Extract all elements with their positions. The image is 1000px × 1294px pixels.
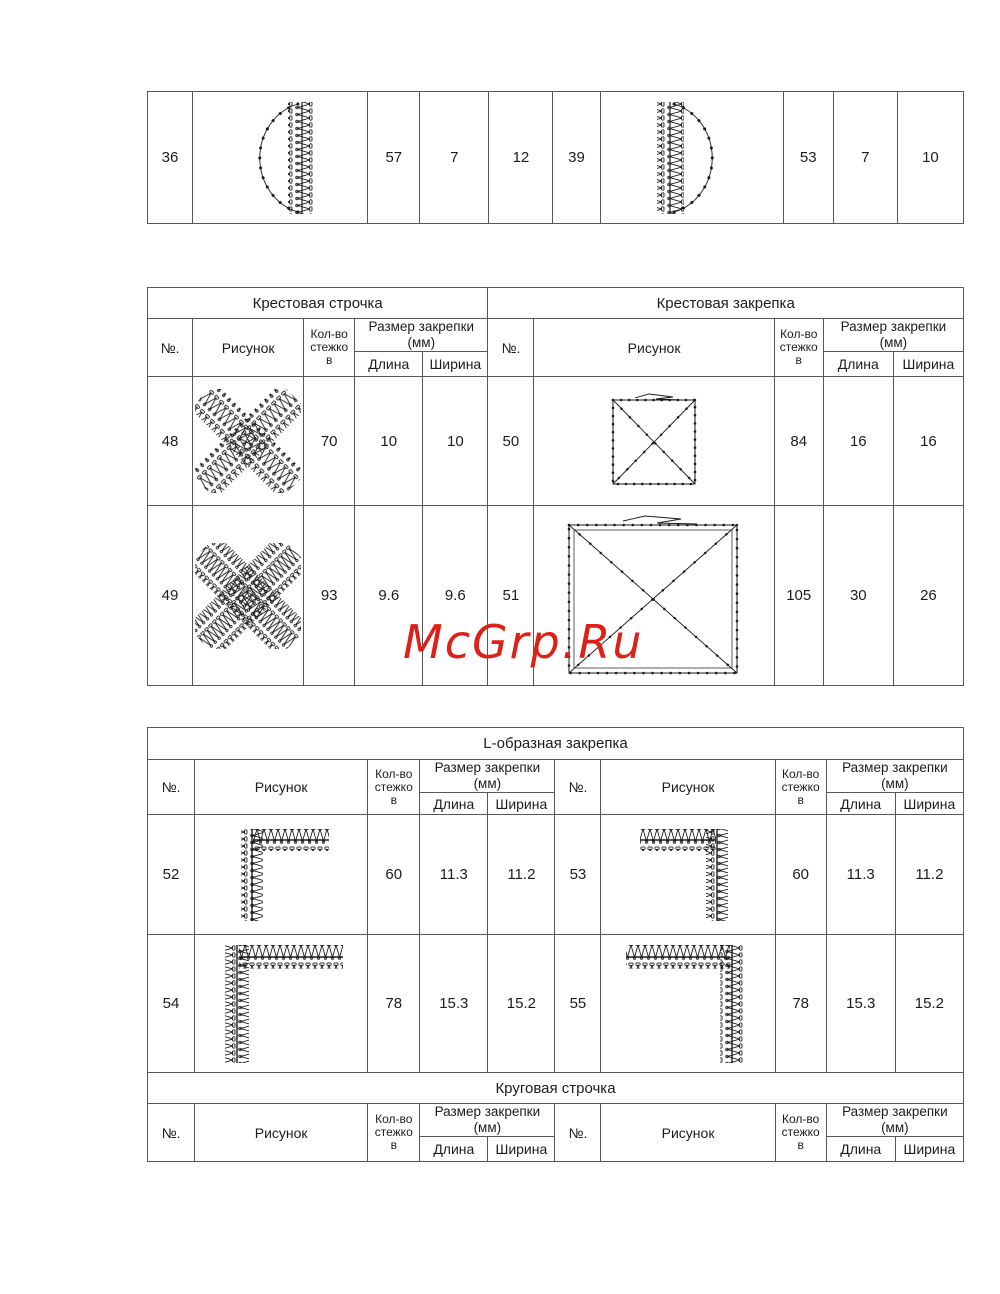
- col-header-width: Ширина: [488, 1137, 555, 1162]
- col-header-stitch-count: Кол-во стежко в: [368, 1104, 420, 1162]
- cell-no: 53: [555, 815, 601, 935]
- col-header-stitch-count: Кол-во стежко в: [304, 319, 355, 377]
- site-watermark: McGrp.Ru: [403, 615, 644, 669]
- cell-picture: [600, 92, 783, 224]
- cell-picture: [601, 815, 775, 935]
- cell-width: 9.6: [423, 506, 488, 686]
- cell-stitch-count: 60: [368, 815, 420, 935]
- col-header-no: №.: [488, 319, 534, 377]
- stitch-pattern-55-icon: [624, 941, 752, 1067]
- cell-picture: [193, 377, 304, 506]
- col-header-length: Длина: [420, 1137, 488, 1162]
- cell-stitch-count: 70: [304, 377, 355, 506]
- cell-length: 15.3: [420, 935, 488, 1073]
- cell-stitch-count: 105: [774, 506, 823, 686]
- col-header-no: №.: [555, 760, 601, 815]
- cell-length: 7: [420, 92, 489, 224]
- cell-stitch-count: 84: [774, 377, 823, 506]
- col-header-stitch-count: Кол-во стежко в: [775, 1104, 826, 1162]
- col-header-width: Ширина: [488, 793, 555, 815]
- cell-length: 11.3: [826, 815, 895, 935]
- cell-width: 11.2: [895, 815, 963, 935]
- cell-no: 36: [148, 92, 193, 224]
- col-header-stitch-count: Кол-во стежко в: [774, 319, 823, 377]
- col-header-width: Ширина: [895, 1137, 963, 1162]
- cell-width: 12: [489, 92, 553, 224]
- col-header-length: Длина: [826, 793, 895, 815]
- cell-no: 54: [148, 935, 195, 1073]
- cell-length: 30: [823, 506, 893, 686]
- col-header-no: №.: [148, 1104, 195, 1162]
- col-header-bartack-size: Размер закрепки (мм): [420, 760, 555, 793]
- col-header-length: Длина: [826, 1137, 895, 1162]
- col-header-picture: Рисунок: [601, 760, 775, 815]
- col-header-bartack-size: Размер закрепки (мм): [823, 319, 963, 352]
- cell-width: 26: [893, 506, 963, 686]
- col-header-stitch-count: Кол-во стежко в: [775, 760, 826, 815]
- cell-width: 10: [897, 92, 963, 224]
- col-header-picture: Рисунок: [601, 1104, 775, 1162]
- col-header-picture: Рисунок: [193, 319, 304, 377]
- cell-no: 39: [553, 92, 600, 224]
- section-title-l-bartack: L-образная закрепка: [148, 728, 964, 760]
- cell-width: 10: [423, 377, 488, 506]
- col-header-width: Ширина: [423, 352, 488, 377]
- col-header-picture: Рисунок: [534, 319, 774, 377]
- cell-picture: [193, 92, 368, 224]
- col-header-bartack-size: Размер закрепки (мм): [355, 319, 488, 352]
- stitch-pattern-52-icon: [229, 825, 333, 925]
- col-header-width: Ширина: [895, 793, 963, 815]
- col-header-no: №.: [555, 1104, 601, 1162]
- cell-no: 49: [148, 506, 193, 686]
- cell-stitch-count: 60: [775, 815, 826, 935]
- cell-picture: [195, 935, 368, 1073]
- col-header-width: Ширина: [893, 352, 963, 377]
- stitch-pattern-36-icon: [234, 97, 326, 219]
- cell-length: 7: [833, 92, 897, 224]
- cell-no: 55: [555, 935, 601, 1073]
- cell-stitch-count: 78: [368, 935, 420, 1073]
- col-header-picture: Рисунок: [195, 760, 368, 815]
- top-bartack-table: [147, 91, 964, 224]
- stitch-pattern-54-icon: [217, 941, 345, 1067]
- cell-length: 9.6: [355, 506, 423, 686]
- cell-picture: [534, 377, 774, 506]
- cell-width: 15.2: [895, 935, 963, 1073]
- cell-stitch-count: 57: [368, 92, 420, 224]
- col-header-picture: Рисунок: [195, 1104, 368, 1162]
- stitch-pattern-49-icon: [195, 543, 301, 649]
- cell-length: 10: [355, 377, 423, 506]
- cell-no: 51: [488, 506, 534, 686]
- cell-length: 15.3: [826, 935, 895, 1073]
- cell-picture: [195, 815, 368, 935]
- section-title-cross-bartack: Крестовая закрепка: [488, 288, 964, 319]
- col-header-bartack-size: Размер закрепки (мм): [826, 760, 963, 793]
- cell-no: 52: [148, 815, 195, 935]
- section-title-cross-stitch: Крестовая строчка: [148, 288, 488, 319]
- stitch-pattern-50-icon: [599, 389, 709, 493]
- col-header-length: Длина: [420, 793, 488, 815]
- cell-width: 15.2: [488, 935, 555, 1073]
- col-header-length: Длина: [355, 352, 423, 377]
- col-header-stitch-count: Кол-во стежко в: [368, 760, 420, 815]
- cell-picture: [193, 506, 304, 686]
- cell-stitch-count: 78: [775, 935, 826, 1073]
- stitch-pattern-39-icon: [646, 97, 738, 219]
- cell-no: 48: [148, 377, 193, 506]
- col-header-bartack-size: Размер закрепки (мм): [826, 1104, 963, 1137]
- stitch-pattern-48-icon: [195, 389, 301, 493]
- cell-stitch-count: 53: [783, 92, 833, 224]
- section-title-circular-stitch: Круговая строчка: [148, 1073, 964, 1104]
- col-header-bartack-size: Размер закрепки (мм): [420, 1104, 555, 1137]
- col-header-length: Длина: [823, 352, 893, 377]
- cell-picture: [601, 935, 775, 1073]
- stitch-pattern-53-icon: [636, 825, 740, 925]
- cell-length: 16: [823, 377, 893, 506]
- l-bartack-table: [147, 727, 964, 1162]
- cell-no: 50: [488, 377, 534, 506]
- cell-stitch-count: 93: [304, 506, 355, 686]
- col-header-no: №.: [148, 760, 195, 815]
- col-header-no: №.: [148, 319, 193, 377]
- cell-length: 11.3: [420, 815, 488, 935]
- cell-width: 11.2: [488, 815, 555, 935]
- cell-width: 16: [893, 377, 963, 506]
